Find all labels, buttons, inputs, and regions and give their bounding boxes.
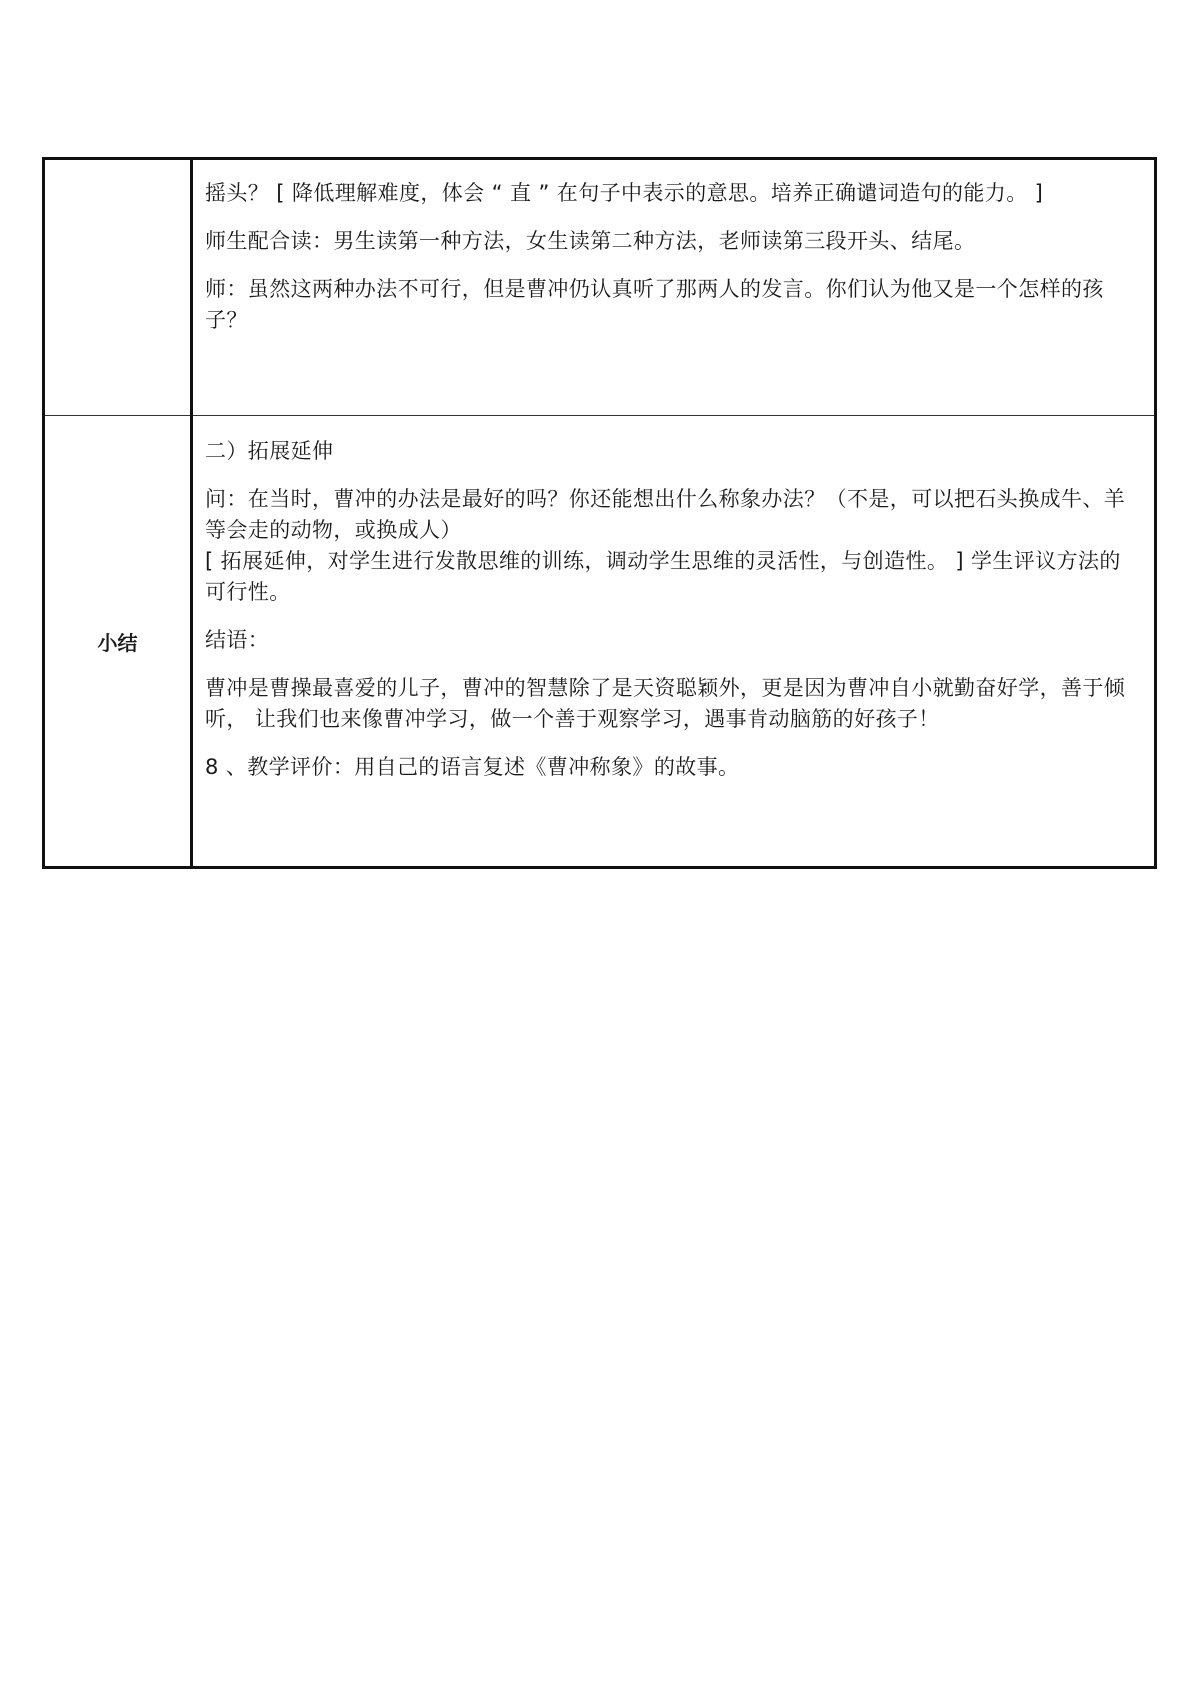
section-title: 二）拓展延伸	[205, 439, 334, 463]
paragraph-reading: 师生配合读：男生读第一种方法，女生读第二种方法，老师读第三段开头、结尾。	[205, 229, 976, 253]
row-content	[193, 160, 1154, 336]
paragraph-shake-head: 摇头？ [ 降低理解难度，体会 “ 直 ” 在句子中表示的意思。培养正确谴词造句的能力。 ]	[205, 181, 1044, 205]
row-label-cell	[44, 159, 192, 416]
row-content-cell	[192, 416, 1156, 868]
conclusion-text: 曹冲是曹操最喜爱的儿子，曹冲的智慧除了是天资聪颖外，更是因为曹冲自小就勤奋好学，善于倾听， 让我们也来像曹冲学习，做一个善于观察学习，遇事肯动脑筋的好孩子！	[205, 676, 1126, 731]
table-row	[44, 416, 1156, 868]
lesson-plan-table	[42, 157, 1157, 869]
summary-label: 小结	[44, 416, 192, 868]
row-content-cell	[192, 159, 1156, 416]
paragraph-teacher-question: 师：虽然这两种办法不可行，但是曹冲仍认真听了那两人的发言。你们认为他又是一个怎样的孩子？	[205, 277, 1104, 332]
table-row	[44, 159, 1156, 416]
extension-note: [ 拓展延伸，对学生进行发散思维的训练，调动学生思维的灵活性，与创造性。 ] 学生评议方法的可行性。	[205, 549, 1121, 604]
teaching-evaluation: 8 、教学评价：用自己的语言复述《曹冲称象》的故事。	[205, 755, 740, 779]
row-content	[193, 416, 1154, 783]
extension-question: 问：在当时，曹冲的办法是最好的吗？你还能想出什么称象办法？（不是，可以把石头换成牛、羊等会走的动物，或换成人）	[205, 487, 1126, 542]
conclusion-label: 结语：	[205, 628, 270, 652]
